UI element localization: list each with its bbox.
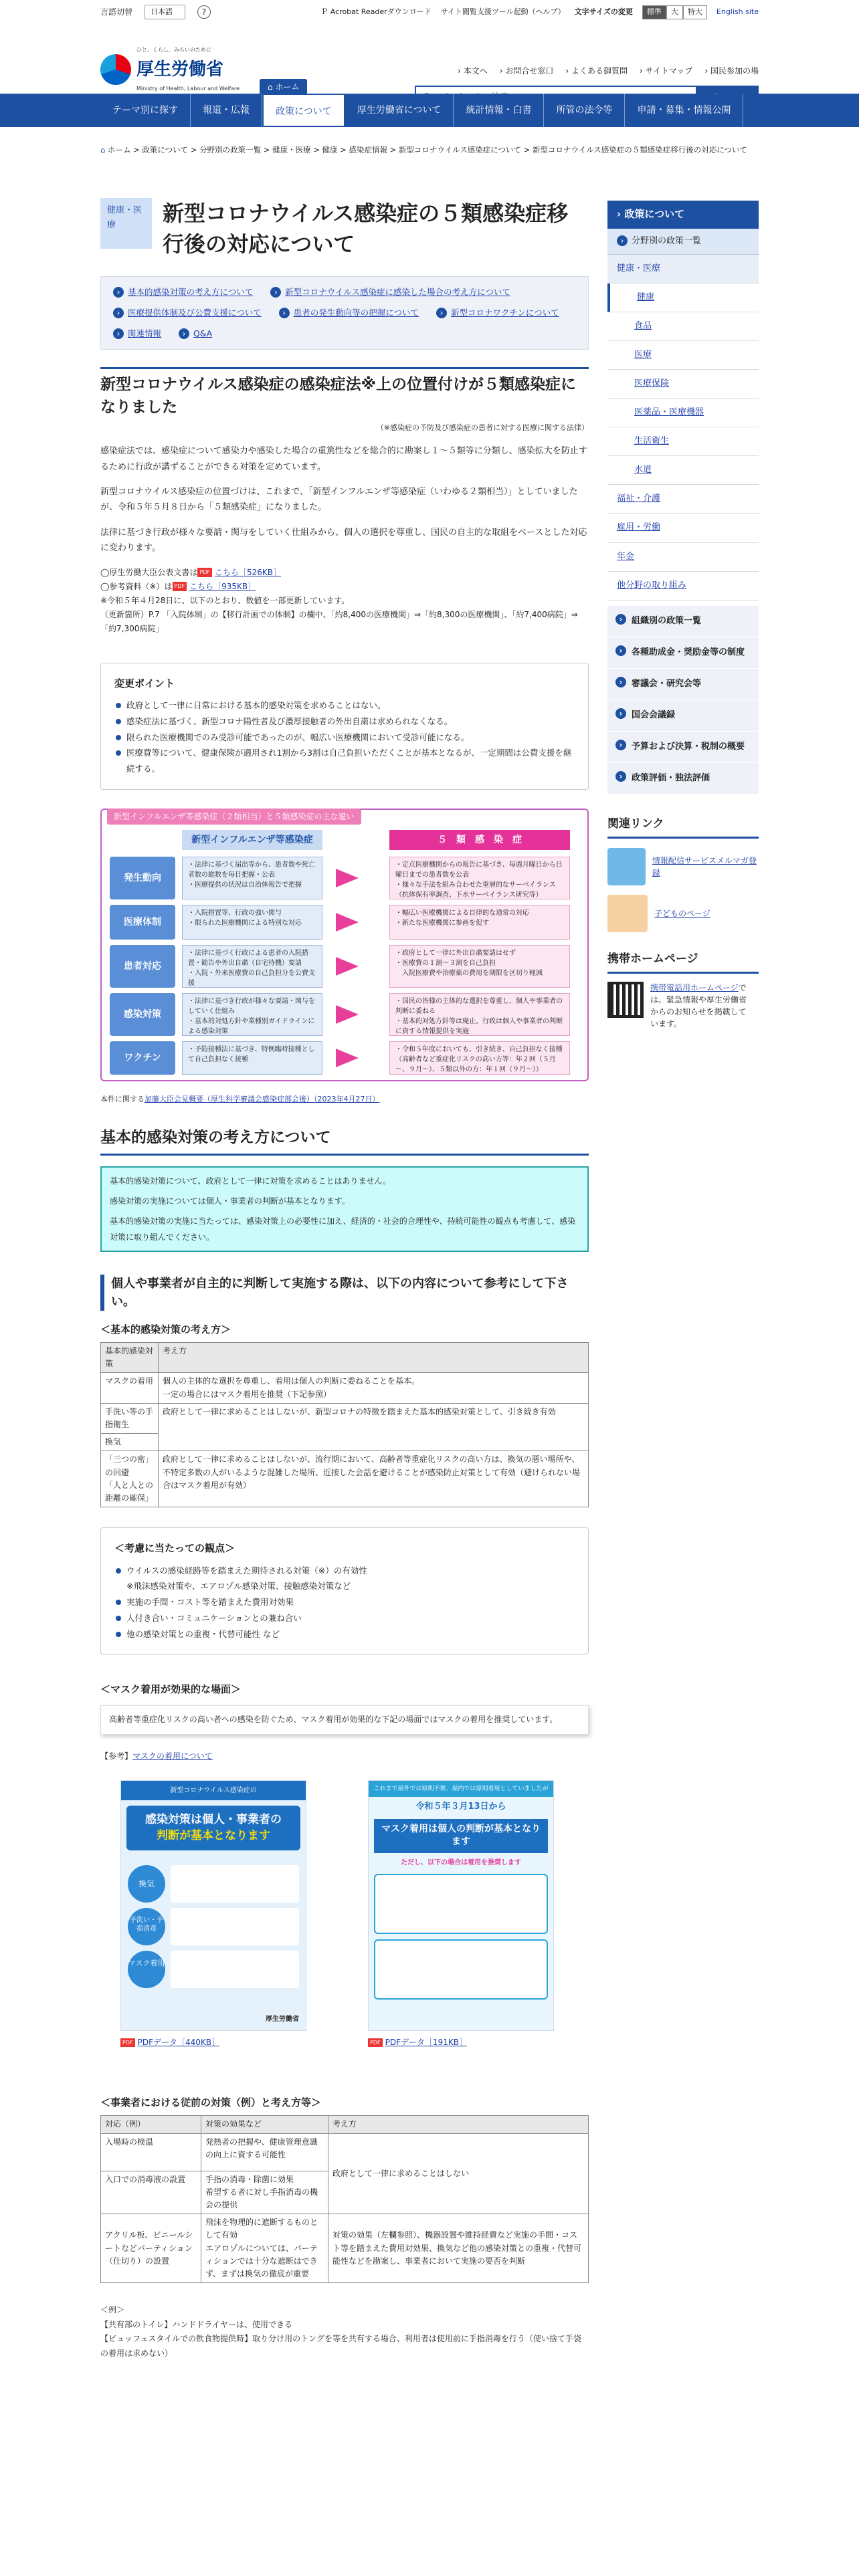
poster-individual-judgment[interactable]: 新型コロナウイルス感染症の 感染対策は個人・事業者の 判断が基本となります 換気 手洗い・手指消毒 マスク着用 厚生労働省	[120, 1780, 306, 2031]
size-xlarge-button[interactable]: 特大	[683, 5, 707, 19]
table-row: マスクの着用 個人の主体的な選択を尊重し、着用は個人の判断に委ねることを基本。 一定の場合にはマスク着用を推奨（下記参照）	[101, 1373, 589, 1403]
diagram-title: 新型インフルエンザ等感染症（２類相当）と５類感染症の主な違い	[107, 809, 361, 825]
list-item: 実施の手間・コスト等を踏まえた費用対効果	[114, 1594, 575, 1610]
mobile-site-link[interactable]: 携帯電話用ホームページ	[650, 983, 739, 993]
home-button[interactable]: ⌂ ホーム	[260, 79, 307, 95]
table-row: 入口での消毒液の設置 手指の消毒・除菌に効果 希望する者に対し手指消毒の機会の提供	[101, 2171, 589, 2214]
diagram-left-cell: ・法律に基づき行政が様々な要請・関与をしていく仕組み ・基本的対処方針や業種別ガイドラインによる感染対策	[182, 993, 322, 1036]
diagram-right-cell: ・政府として一律に外出自粛要請はせず ・医療費の１割～３割を自己負担 入院医療費や治療薬の費用を期限を区切り軽減	[389, 945, 570, 988]
gnav-policy[interactable]: 政策について	[262, 94, 345, 127]
chevron-right-icon: ›	[617, 235, 628, 246]
help-icon[interactable]: ?	[197, 5, 211, 19]
basic-table-label: ＜基本的感染対策の考え方＞	[100, 1323, 231, 1335]
header-link-participation[interactable]: › 国民参加の場	[704, 66, 759, 76]
arrow-icon	[336, 869, 359, 887]
notice-block: ◯厚生労働大臣公表文書は PDF こちら［526KB］ ◯参考資料（※）は PDF こちら［935KB］ ※令和５年４月28日に、以下のとおり、数値を一部更新しています。 （更新箇所）P.7 「入院体制」の【移行計画での体制】の欄中、「約8,400の医療機関」⇒「約8,300の医療機関」、「約7,400病院」⇒「約7,300病院」	[100, 566, 589, 636]
sidebar-item-organization[interactable]: › 組織別の政策一覧	[607, 606, 759, 637]
mask-icon: マスク着用	[128, 1951, 165, 1988]
poster-mask-change[interactable]: これまで屋外では原則不要、屋内では原則着用としていましたが 令和５年３月13日から マスク着用は個人の判断が基本となります ただし、以下の場合は着用を推奨します	[368, 1780, 554, 2031]
ministry-logo-icon	[100, 54, 131, 85]
pdf-icon: PDF	[120, 2038, 135, 2048]
text-size-label: 文字サイズの変更	[574, 7, 633, 16]
list-item: 限られた医療機関でのみ受診可能であったのが、幅広い医療機関において受診可能になる。	[114, 730, 575, 746]
sidebar-item-drugs[interactable]: 医薬品・医療機器	[607, 399, 759, 427]
examples-label: ＜事業者における従前の対策（例）と考え方等＞	[100, 2096, 322, 2109]
poster2-pdf-link[interactable]: PDFデータ［191KB］	[385, 2037, 467, 2047]
announcement-pdf-link[interactable]: こちら［526KB］	[215, 567, 282, 577]
section-title-category: 新型コロナウイルス感染症の感染症法※上の位置付けが５類感染症になりました	[100, 367, 589, 419]
mask-label: ＜マスク着用が効果的な場面＞	[100, 1683, 242, 1696]
gnav-about[interactable]: 厚生労働省について	[345, 94, 454, 127]
size-large-button[interactable]: 大	[666, 5, 683, 19]
arrow-icon	[336, 1049, 359, 1067]
paragraph: 法律に基づき行政が様々な要請・関与をしていく仕組みから、個人の選択を尊重し、国民の自主的な取組をベースとした対応に変わります。	[100, 527, 587, 554]
arrow-icon	[336, 913, 359, 932]
top-bar	[0, 0, 859, 24]
anchor-infection[interactable]: › 新型コロナウイルス感染症に感染した場合の考え方について	[270, 287, 510, 297]
ventilation-icon: 換気	[128, 1865, 165, 1903]
pdf-icon: PDF	[197, 568, 212, 577]
mail-icon	[607, 848, 646, 885]
anchor-surveillance[interactable]: › 患者の発生動向等の把握について	[279, 308, 419, 318]
minister-press-link[interactable]: 加藤大臣会見概要（厚生科学審議会感染症部会後）（2023年4月27日）	[145, 1094, 380, 1103]
page-title: 新型コロナウイルス感染症の５類感染症移行後の対応について	[163, 201, 569, 257]
sidebar-item-health-medical[interactable]: 健康・医療	[607, 255, 759, 284]
language-select[interactable]: 日本語	[145, 5, 185, 20]
gnav-theme[interactable]: テーマ別に探す	[100, 94, 191, 127]
gnav-statistics[interactable]: 統計情報・白書	[454, 94, 544, 127]
sidebar-item-food[interactable]: 食品	[607, 312, 759, 341]
global-nav	[0, 94, 859, 127]
table-row: 手洗い等の手指衛生 政府として一律に求めることはしないが、新型コロナの特徴を踏まえた基本的感染対策として、引き続き有効	[101, 1403, 589, 1433]
sidebar-item-budget[interactable]: › 予算および決算・税制の概要	[607, 732, 759, 763]
sidebar-item-medical[interactable]: 医療	[607, 341, 759, 370]
diagram-row-label: ワクチン	[110, 1041, 175, 1075]
diagram-right-cell: ・国民の皆様の主体的な選択を尊重し、個人や事業者の判断に委ねる ・基本的対処方針等は廃止。行政は個人や事業者の判断に資する情報提供を実施	[389, 993, 570, 1036]
mobile-title: 携帯ホームページ	[607, 950, 759, 974]
diagram-left-cell: ・法律に基づく届出等から、患者数や死亡者数の総数を毎日把握・公表 ・医療提供の状況は自治体報告で把握	[182, 857, 322, 899]
gnav-press[interactable]: 報道・広報	[191, 94, 262, 127]
reference-line: 【参考】マスクの着用について	[100, 1751, 213, 1761]
english-site-link[interactable]: English site	[716, 7, 759, 16]
related-links-title: 関連リンク	[607, 815, 759, 839]
language-label: 言語切替	[100, 7, 133, 17]
table-row: 換気	[101, 1434, 589, 1451]
size-standard-button[interactable]: 標準	[642, 5, 666, 19]
sidebar-item-policy-list[interactable]: › 分野別の政策一覧	[607, 229, 759, 255]
sidebar-item-diet-records[interactable]: › 国会会議録	[607, 700, 759, 732]
logo-tagline: ひと、くらし、みらいのために	[136, 47, 211, 53]
qr-code-icon	[607, 982, 644, 1018]
sidebar-item-evaluation[interactable]: › 政策評価・独法評価	[607, 763, 759, 794]
policy-line: 基本的感染対策の実施に当たっては、感染対策上の必要性に加え、経済的・社会的合理性や、持続可能性の観点も考慮して、感染対策に取り組んでください。	[110, 1216, 576, 1242]
paragraph: 感染症法では、感染症について感染力や感染した場合の重篤性などを総合的に勘案し１～５類等に分類し、感染拡大を防止するために行政が講ずることができる対策を定めています。	[100, 446, 587, 472]
gnav-application[interactable]: 申請・募集・情報公開	[625, 94, 743, 127]
viewpoints-box	[100, 1527, 589, 1654]
diagram-left-cell: ・入院措置等、行政の強い関与 ・限られた医療機関による特別な対応	[182, 905, 322, 940]
header-links	[458, 64, 759, 78]
header-link-sitemap[interactable]: › サイトマップ	[640, 66, 693, 76]
gnav-law[interactable]: 所管の法令等	[544, 94, 625, 127]
acrobat-download-link[interactable]: Ｐ Acrobat Readerダウンロード	[320, 7, 432, 16]
kids-icon	[607, 895, 648, 932]
logo-english: Ministry of Health, Labour and Welfare	[136, 85, 240, 92]
diagram-right-cell: ・定点医療機関からの報告に基づき、毎週月曜日から日曜日までの患者数を公表 ・様々な手法を組み合わせた重層的なサーベイランス（抗体保有率調査、下水サーベイランス研究等）	[389, 857, 570, 899]
business-measures-table: 対応（例） 対策の効果など 考え方 入場時の検温 発熱者の把握や、健康管理意識の向上に資する可能性 政府として一律に求めることはしない 入口での消毒液の設置 手指の消毒・除菌に効果 希望する者に対し手指消毒の機会の提供 アクリル板、ビニールシートなどパーティション（仕切り）の設置 飛沫を物理的に遮断するものとして有効 エアロゾルについては、パーティションでは十分な遮断はできず、まずは換気の徹底が重要 対策の効果（左欄参照）、機器設置や維持経費など実施の手間・コスト等を踏まえた費用対効果、換気など他の感染対策との重複・代替可能性などを勘案し、事業者において実施の要否を判断	[100, 2115, 589, 2283]
anchor-related[interactable]: › 関連情報	[113, 328, 161, 338]
anchor-basic-measures[interactable]: › 基本的感染対策の考え方について	[113, 287, 253, 297]
update-detail: （更新箇所）P.7 「入院体制」の【移行計画での体制】の欄中、「約8,400の医療機関」⇒「約8,300の医療機関」、「約7,400病院」⇒「約7,300病院」	[100, 609, 578, 633]
diagram-row-label: 患者対応	[110, 945, 175, 988]
paragraph: 新型コロナウイルス感染症の位置づけは、これまで、「新型インフルエンザ等感染症（いわゆる２類相当）」としていましたが、令和５年５月８日から「５類感染症」になりました。	[100, 487, 578, 513]
header-link-faq[interactable]: › よくある御質問	[565, 66, 628, 76]
mask-usage-link[interactable]: マスクの着用について	[132, 1751, 213, 1761]
diagram-left-header: 新型インフルエンザ等感染症	[182, 830, 322, 850]
change-points-title: 変更ポイント	[114, 677, 175, 689]
table-row: 「三つの密」の回避 「人と人との距離の確保」 政府として一律に求めることはしないが、流行期において、高齢者等重症化リスクの高い方は、換気の悪い場所や、不特定多数の人がいるような混雑した場所、近接した会話を避けることが感染防止対策として有効（避けられない場合はマスク着用が有効）	[101, 1451, 589, 1507]
list-item: 医療費等について、健康保険が適用され1割から3割は自己負担いただくことが基本となるが、一定期間は公費支援を継続する。	[114, 745, 575, 777]
policy-line: 感染対策の実施については個人・事業者の判断が基本となります。	[110, 1196, 350, 1206]
list-item: ウイルスの感染経路等を踏まえた期待される対策（※）の有効性 ※飛沫感染対策や、エアロゾル感染対策、接触感染対策など	[114, 1563, 575, 1595]
policy-line: 基本的感染対策について、政府として一律に対策を求めることはありません。	[110, 1176, 391, 1186]
pdf-icon: PDF	[173, 582, 187, 591]
sidebar-item-councils[interactable]: › 審議会・研究会等	[607, 669, 759, 700]
diagram-right-header: ５ 類 感 染 症	[389, 830, 570, 850]
table-row: 入場時の検温 発熱者の把握や、健康管理意識の向上に資する可能性 政府として一律に求めることはしない	[101, 2133, 589, 2171]
accessibility-tool-link[interactable]: サイト閲覧支援ツール起動（ヘルプ）	[440, 7, 565, 16]
list-item: 政府として一律に日常における基本的感染対策を求めることはない。	[114, 697, 575, 714]
viewpoints-title: ＜考慮に当たっての観点＞	[114, 1542, 235, 1555]
sidebar-item-health[interactable]: 健康	[607, 284, 759, 312]
site-logo[interactable]	[100, 45, 240, 93]
sidebar-item-water[interactable]: 水道	[607, 456, 759, 485]
diagram-left-cell: ・法律に基づく行政による患者の入院措置・勧告や外出自粛（自宅待機）要請 ・入院・外来医療費の自己負担分を公費支援	[182, 945, 322, 988]
handwash-icon: 手洗い・手指消毒	[128, 1908, 165, 1945]
sidebar-item-insurance[interactable]: 医療保険	[607, 370, 759, 399]
pdf-icon: PDF	[368, 2038, 383, 2048]
main-content	[100, 198, 589, 2361]
diagram-note: 本件に関する加藤大臣会見概要（厚生科学審議会感染症部会後）（2023年4月27日）	[100, 1094, 380, 1103]
section-title-basic-measures: 基本的感染対策の考え方について	[100, 1125, 589, 1156]
table-row: アクリル板、ビニールシートなどパーティション（仕切り）の設置 飛沫を物理的に遮断するものとして有効 エアロゾルについては、パーティションでは十分な遮断はできず、まずは換気の徹底が重要 対策の効果（左欄参照）、機器設置や維持経費など実施の手間・コスト等を踏まえた費用対効果、換気など他の感染対策との重複・代替可能性などを勘案し、事業者において実施の要否を判断	[101, 2214, 589, 2283]
list-item: 他の感染対策との重複・代替可能性 など	[114, 1626, 575, 1642]
home-icon: ⌂	[100, 145, 108, 154]
sidebar-item-hygiene[interactable]: 生活衛生	[607, 427, 759, 456]
header-link-contact[interactable]: › お問合せ窓口	[499, 66, 554, 76]
anchor-medical-system[interactable]: › 医療提供体制及び公費支援について	[113, 308, 262, 318]
basic-measures-table: 基本的感染対策 考え方 マスクの着用 個人の主体的な選択を尊重し、着用は個人の判断に委ねることを基本。 一定の場合にはマスク着用を推奨（下記参照） 手洗い等の手指衛生 政府として一律に求めることはしないが、新型コロナの特徴を踏まえた基本的感染対策として、引き続き有効 換気 「三つの密」の回避 「人と人との距離の確保」 政府として一律に求めることはしないが、流行期において、高齢者等重症化リスクの高い方は、換気の悪い場所や、不特定多数の人がいるような混雑した場所、近接した会話を避けることが感染防止対策として有効（避けられない場合はマスク着用が有効）	[100, 1342, 589, 1507]
sidebar-item-employment[interactable]: 雇用・労働	[607, 514, 759, 542]
anchor-links	[100, 276, 589, 350]
mask-recommendation: 高齢者等重症化リスクの高い者への感染を防ぐため、マスク着用が効果的な下記の場面ではマスクの着用を推奨しています。	[100, 1705, 589, 1735]
sidebar-item-grants[interactable]: › 各種助成金・奨励金等の制度	[607, 637, 759, 669]
header-link-main[interactable]: › 本文へ	[458, 66, 488, 76]
arrow-icon	[336, 957, 359, 976]
diagram-right-cell: ・令和５年度においても、引き続き、自己負担なく接種 （高齢者など重症化リスクの高い方等：年２回（５月～、９月～）、５類以外の方：年１回（９月～））	[389, 1041, 570, 1075]
diagram-right-cell: ・幅広い医療機関による自律的な通常の対応 ・新たな医療機関に参画を促す	[389, 905, 570, 940]
example-notes: ＜例＞ 【共有部のトイレ】ハンドドライヤーは、使用できる 【ビュッフェスタイルでの飲食物提供時】取り分け用のトングを等を共有する場合、利用者は使用前に手指消毒を行う（使い捨て手袋の着用は求めない）	[100, 2305, 581, 2358]
poster1-pdf-link[interactable]: PDFデータ［440KB］	[137, 2037, 219, 2047]
reference-pdf-link[interactable]: こちら［935KB］	[189, 581, 256, 591]
list-item: 人付き合い・コミュニケーションとの兼ね合い	[114, 1610, 575, 1626]
related-mailmag[interactable]: 情報配信サービスメルマガ登録	[607, 848, 759, 885]
diagram-row-label: 感染対策	[110, 993, 175, 1036]
related-kids[interactable]: 子どものページ	[607, 895, 759, 932]
update-note: ※令和５年４月28日に、以下のとおり、数値を一部更新しています。	[100, 595, 350, 605]
comparison-diagram	[100, 809, 589, 1081]
subsection-title: 個人や事業者が自主的に判断して実施する際は、以下の内容について参考にして下さい。	[100, 1275, 589, 1311]
list-item: 感染症法に基づく、新型コロナ陽性者及び濃厚接触者の外出自粛は求められなくなる。	[114, 714, 575, 730]
sidebar-header[interactable]: › 政策について	[607, 201, 759, 229]
anchor-qa[interactable]: › Q&A	[179, 328, 212, 338]
diagram-row-label: 発生動向	[110, 857, 175, 899]
mobile-info: 携帯電話用ホームページでは、緊急情報や厚生労働省からのお知らせを掲載しています。	[607, 982, 759, 1030]
arrow-icon	[336, 1005, 359, 1024]
anchor-vaccine[interactable]: › 新型コロナワクチンについて	[436, 308, 559, 318]
diagram-left-cell: ・予防接種法に基づき、特例臨時接種として自己負担なく接種	[182, 1041, 322, 1075]
sidebar-item-pension[interactable]: 年金	[607, 543, 759, 572]
sidebar	[607, 201, 759, 1030]
change-points-box	[100, 663, 589, 790]
breadcrumb[interactable]: ⌂ ホーム > 政策について > 分野別の政策一覧 > 健康・医療 > 健康 > 感染症情報 > 新型コロナウイルス感染症について > 新型コロナウイルス感染症の５類感染症移行後の対応について	[100, 145, 748, 154]
policy-box	[100, 1166, 589, 1252]
sidebar-item-other-fields[interactable]: 他分野の取り組み	[607, 572, 759, 601]
poster-area	[100, 1780, 589, 2095]
sidebar-item-welfare[interactable]: 福祉・介護	[607, 485, 759, 514]
diagram-row-label: 医療体制	[110, 905, 175, 940]
law-note: （※感染症の予防及び感染症の患者に対する医療に関する法律）	[376, 423, 589, 432]
site-header	[0, 24, 859, 94]
category-label: 健康・医療	[100, 198, 152, 249]
logo-text: 厚生労働省	[136, 59, 224, 80]
